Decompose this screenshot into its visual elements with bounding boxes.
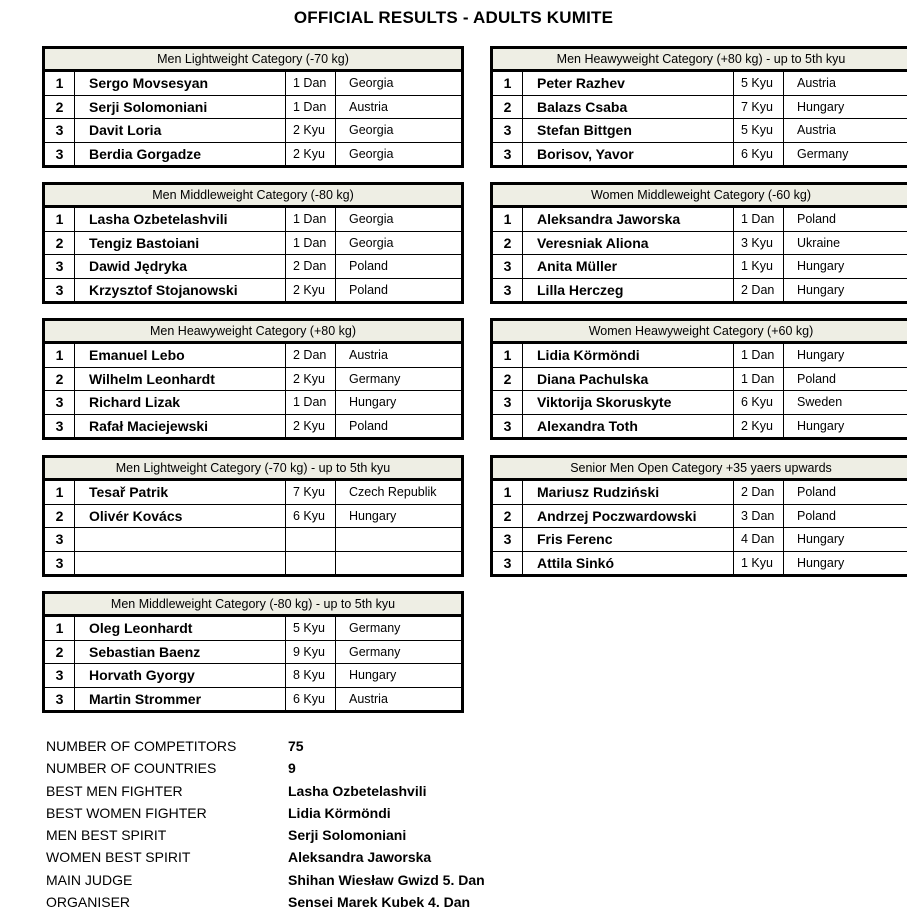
place-cell: 3 xyxy=(45,143,75,166)
place-cell: 3 xyxy=(45,664,75,687)
place-cell: 1 xyxy=(45,208,75,231)
name-cell: Davit Loria xyxy=(75,119,286,142)
name-cell: Oleg Leonhardt xyxy=(75,617,286,640)
summary-value: Aleksandra Jaworska xyxy=(288,849,432,866)
name-cell: Alexandra Toth xyxy=(523,415,734,438)
category-table xyxy=(42,182,464,304)
table-row xyxy=(493,95,907,119)
place-cell: 3 xyxy=(493,143,523,166)
summary-label: BEST MEN FIGHTER xyxy=(46,782,183,799)
table-row xyxy=(45,481,461,504)
grade-cell: 7 Kyu xyxy=(734,96,784,119)
country-cell: Poland xyxy=(797,508,836,523)
place-cell: 3 xyxy=(45,528,75,551)
table-row xyxy=(493,118,907,142)
table-row xyxy=(45,414,461,438)
summary-label: BEST WOMEN FIGHTER xyxy=(46,804,207,821)
summary-value: 9 xyxy=(288,760,296,777)
name-cell: Attila Sinkó xyxy=(523,552,734,575)
country-cell xyxy=(336,552,461,575)
table-row xyxy=(493,504,907,528)
country-cell: Poland xyxy=(797,212,836,226)
summary-value: 75 xyxy=(288,738,304,754)
place-cell: 3 xyxy=(493,415,523,438)
page-title: OFFICIAL RESULTS - ADULTS KUMITE xyxy=(293,8,614,27)
name-cell: Lilla Herczeg xyxy=(523,279,734,302)
table-row xyxy=(493,208,907,231)
grade-cell: 8 Kyu xyxy=(286,664,336,687)
grade-cell xyxy=(286,528,336,551)
grade-cell: 2 Dan xyxy=(286,255,336,278)
country-cell: Poland xyxy=(349,418,388,433)
place-cell: 3 xyxy=(45,119,75,142)
table-row xyxy=(45,142,461,166)
place-cell: 3 xyxy=(45,415,75,438)
place-cell: 2 xyxy=(45,505,75,528)
grade-cell: 1 Kyu xyxy=(734,552,784,575)
table-row xyxy=(493,142,907,166)
summary-value: Lidia Körmöndi xyxy=(288,804,391,821)
summary-value: Shihan Wiesław Gwizd 5. Dan xyxy=(288,871,485,888)
grade-cell: 2 Kyu xyxy=(286,279,336,302)
grade-cell: 5 Kyu xyxy=(734,72,784,95)
country-cell xyxy=(336,528,461,551)
name-cell: Martin Strommer xyxy=(75,688,286,711)
summary-label: WOMEN BEST SPIRIT xyxy=(46,849,191,866)
country-cell: Hungary xyxy=(797,348,845,362)
name-cell: Stefan Bittgen xyxy=(523,119,734,142)
place-cell: 3 xyxy=(45,279,75,302)
summary-label: NUMBER OF COMPETITORS xyxy=(46,738,237,754)
grade-cell: 1 Dan xyxy=(286,72,336,95)
country-cell: Hungary xyxy=(349,668,397,682)
place-cell: 2 xyxy=(493,505,523,528)
grade-cell: 1 Dan xyxy=(286,232,336,255)
grade-cell: 2 Dan xyxy=(286,344,336,367)
place-cell: 1 xyxy=(45,481,75,504)
name-cell: Mariusz Rudziński xyxy=(523,481,734,504)
place-cell: 3 xyxy=(45,552,75,575)
grade-cell: 1 Dan xyxy=(286,391,336,414)
place-cell: 3 xyxy=(493,391,523,414)
grade-cell: 7 Kyu xyxy=(286,481,336,504)
table-row xyxy=(493,278,907,302)
category-title: Men Middleweight Category (-80 kg) - up to 5th kyu xyxy=(45,594,461,617)
category-title: Men Heawyweight Category (+80 kg) - up to 5th kyu xyxy=(493,49,907,72)
name-cell: Andrzej Poczwardowski xyxy=(523,505,734,528)
summary-row xyxy=(46,780,485,802)
table-row xyxy=(493,254,907,278)
name-cell: Berdia Gorgadze xyxy=(75,143,286,166)
table-row xyxy=(45,367,461,391)
grade-cell: 6 Kyu xyxy=(734,143,784,166)
name-cell: Veresniak Aliona xyxy=(523,232,734,255)
place-cell: 3 xyxy=(493,552,523,575)
name-cell: Borisov, Yavor xyxy=(523,143,734,166)
table-row xyxy=(493,231,907,255)
place-cell: 2 xyxy=(45,96,75,119)
category-table xyxy=(490,46,907,168)
category-title: Women Middleweight Category (-60 kg) xyxy=(493,185,907,208)
place-cell: 3 xyxy=(45,688,75,711)
table-row xyxy=(45,208,461,231)
category-table xyxy=(490,455,907,577)
country-cell: Czech Republik xyxy=(349,485,437,499)
table-row xyxy=(45,551,461,575)
category-table xyxy=(42,591,464,713)
country-cell: Georgia xyxy=(349,123,394,137)
grade-cell: 1 Dan xyxy=(734,208,784,231)
summary-row xyxy=(46,757,485,779)
table-row xyxy=(45,118,461,142)
summary-label: ORGANISER xyxy=(46,894,131,911)
country-cell: Austria xyxy=(349,691,388,706)
table-row xyxy=(45,663,461,687)
place-cell: 1 xyxy=(493,481,523,504)
category-title: Senior Men Open Category +35 yaers upwards xyxy=(493,458,907,481)
name-cell xyxy=(75,552,286,575)
grade-cell: 6 Kyu xyxy=(734,391,784,414)
place-cell: 1 xyxy=(493,72,523,95)
category-table xyxy=(42,455,464,577)
name-cell: Tengiz Bastoiani xyxy=(75,232,286,255)
country-cell: Georgia xyxy=(349,76,394,90)
place-cell: 2 xyxy=(493,96,523,119)
country-cell: Georgia xyxy=(349,212,394,226)
table-row xyxy=(45,231,461,255)
summary-value: Lasha Ozbetelashvili xyxy=(288,782,427,799)
place-cell: 1 xyxy=(45,72,75,95)
table-row xyxy=(45,390,461,414)
place-cell: 3 xyxy=(493,528,523,551)
name-cell: Fris Ferenc xyxy=(523,528,734,551)
table-row xyxy=(45,278,461,302)
summary-row xyxy=(46,802,485,824)
country-cell: Hungary xyxy=(797,282,845,297)
place-cell: 1 xyxy=(493,208,523,231)
category-title: Men Lightweight Category (-70 kg) xyxy=(45,49,461,72)
country-cell: Poland xyxy=(349,282,388,297)
name-cell: Balazs Csaba xyxy=(523,96,734,119)
table-row xyxy=(45,504,461,528)
grade-cell: 2 Kyu xyxy=(734,415,784,438)
table-row xyxy=(493,481,907,504)
country-cell: Hungary xyxy=(797,418,845,433)
summary-value: Sensei Marek Kubek 4. Dan xyxy=(288,894,471,911)
table-row xyxy=(45,617,461,640)
grade-cell: 5 Kyu xyxy=(286,617,336,640)
grade-cell: 2 Kyu xyxy=(286,119,336,142)
table-row xyxy=(493,344,907,367)
category-table xyxy=(490,318,907,440)
place-cell: 3 xyxy=(493,119,523,142)
country-cell: Germany xyxy=(797,146,849,161)
name-cell: Richard Lizak xyxy=(75,391,286,414)
place-cell: 1 xyxy=(45,344,75,367)
name-cell: Diana Pachulska xyxy=(523,368,734,391)
summary-label: MEN BEST SPIRIT xyxy=(46,827,167,844)
grade-cell: 4 Dan xyxy=(734,528,784,551)
name-cell: Dawid Jędryka xyxy=(75,255,286,278)
name-cell: Krzysztof Stojanowski xyxy=(75,279,286,302)
country-cell: Hungary xyxy=(797,99,845,114)
name-cell: Horvath Gyorgy xyxy=(75,664,286,687)
table-row xyxy=(45,344,461,367)
grade-cell: 6 Kyu xyxy=(286,505,336,528)
grade-cell: 1 Dan xyxy=(734,368,784,391)
place-cell: 3 xyxy=(45,391,75,414)
country-cell: Georgia xyxy=(349,235,394,250)
grade-cell: 3 Kyu xyxy=(734,232,784,255)
summary-label: NUMBER OF COUNTRIES xyxy=(46,760,217,777)
category-table xyxy=(42,318,464,440)
name-cell: Sebastian Baenz xyxy=(75,641,286,664)
table-row xyxy=(493,414,907,438)
name-cell: Olivér Kovács xyxy=(75,505,286,528)
place-cell: 2 xyxy=(493,232,523,255)
place-cell: 2 xyxy=(45,368,75,391)
grade-cell: 2 Kyu xyxy=(286,368,336,391)
table-row xyxy=(493,367,907,391)
place-cell: 1 xyxy=(45,617,75,640)
summary-section xyxy=(46,735,485,913)
country-cell: Hungary xyxy=(797,555,845,570)
category-title: Men Heawyweight Category (+80 kg) xyxy=(45,321,461,344)
table-row xyxy=(493,551,907,575)
country-cell: Hungary xyxy=(349,508,397,523)
place-cell: 2 xyxy=(45,641,75,664)
country-cell: Austria xyxy=(349,99,388,114)
table-row xyxy=(493,390,907,414)
summary-label: MAIN JUDGE xyxy=(46,871,133,888)
country-cell: Austria xyxy=(797,123,836,137)
name-cell: Lidia Körmöndi xyxy=(523,344,734,367)
country-cell: Germany xyxy=(349,621,401,635)
country-cell: Poland xyxy=(349,259,388,273)
summary-row xyxy=(46,735,485,757)
grade-cell: 2 Dan xyxy=(734,279,784,302)
summary-row xyxy=(46,846,485,868)
country-cell: Poland xyxy=(797,485,836,499)
grade-cell xyxy=(286,552,336,575)
table-row xyxy=(45,95,461,119)
name-cell: Lasha Ozbetelashvili xyxy=(75,208,286,231)
table-row xyxy=(45,254,461,278)
grade-cell: 1 Dan xyxy=(286,96,336,119)
table-row xyxy=(45,72,461,95)
grade-cell: 6 Kyu xyxy=(286,688,336,711)
grade-cell: 2 Kyu xyxy=(286,415,336,438)
category-title: Men Middleweight Category (-80 kg) xyxy=(45,185,461,208)
grade-cell: 1 Dan xyxy=(286,208,336,231)
place-cell: 2 xyxy=(45,232,75,255)
summary-row xyxy=(46,824,485,846)
table-row xyxy=(493,72,907,95)
name-cell: Anita Müller xyxy=(523,255,734,278)
grade-cell: 1 Dan xyxy=(734,344,784,367)
country-cell: Poland xyxy=(797,371,836,386)
country-cell: Ukraine xyxy=(797,235,841,250)
table-row xyxy=(45,640,461,664)
country-cell: Georgia xyxy=(349,146,394,161)
country-cell: Germany xyxy=(349,371,401,386)
name-cell: Sergo Movsesyan xyxy=(75,72,286,95)
table-row xyxy=(493,527,907,551)
name-cell: Viktorija Skoruskyte xyxy=(523,391,734,414)
country-cell: Austria xyxy=(797,76,836,90)
grade-cell: 3 Dan xyxy=(734,505,784,528)
category-title: Women Heawyweight Category (+60 kg) xyxy=(493,321,907,344)
country-cell: Sweden xyxy=(797,395,843,409)
place-cell: 3 xyxy=(493,279,523,302)
category-title: Men Lightweight Category (-70 kg) - up to 5th kyu xyxy=(45,458,461,481)
table-row xyxy=(45,687,461,711)
country-cell: Hungary xyxy=(349,395,397,409)
country-cell: Austria xyxy=(349,348,388,362)
country-cell: Hungary xyxy=(797,259,845,273)
name-cell: Emanuel Lebo xyxy=(75,344,286,367)
name-cell: Serji Solomoniani xyxy=(75,96,286,119)
grade-cell: 2 Kyu xyxy=(286,143,336,166)
name-cell: Aleksandra Jaworska xyxy=(523,208,734,231)
category-table xyxy=(42,46,464,168)
name-cell: Rafał Maciejewski xyxy=(75,415,286,438)
name-cell: Peter Razhev xyxy=(523,72,734,95)
summary-row xyxy=(46,869,485,891)
summary-value: Serji Solomoniani xyxy=(288,827,407,844)
country-cell: Germany xyxy=(349,644,401,659)
place-cell: 3 xyxy=(45,255,75,278)
grade-cell: 2 Dan xyxy=(734,481,784,504)
place-cell: 2 xyxy=(493,368,523,391)
place-cell: 3 xyxy=(493,255,523,278)
grade-cell: 5 Kyu xyxy=(734,119,784,142)
grade-cell: 9 Kyu xyxy=(286,641,336,664)
country-cell: Hungary xyxy=(797,532,845,546)
name-cell: Wilhelm Leonhardt xyxy=(75,368,286,391)
grade-cell: 1 Kyu xyxy=(734,255,784,278)
table-row xyxy=(45,527,461,551)
category-table xyxy=(490,182,907,304)
name-cell xyxy=(75,528,286,551)
place-cell: 1 xyxy=(493,344,523,367)
name-cell: Tesař Patrik xyxy=(75,481,286,504)
